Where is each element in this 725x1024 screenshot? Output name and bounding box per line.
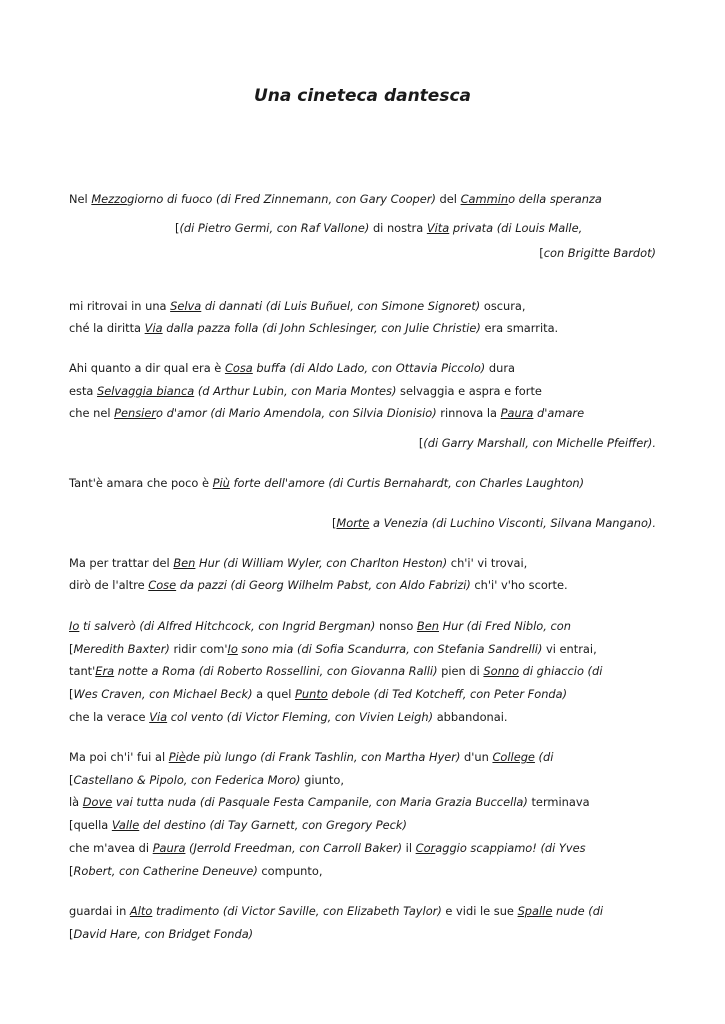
verse-text: terminava: [527, 795, 590, 809]
underlined-word: Selvaggia bianca: [97, 384, 195, 398]
underlined-word: Via: [144, 321, 163, 335]
film-reference: Hur (di William Wyler, con Charlton Heston): [195, 556, 448, 570]
film-reference: di dannati (di Luis Buñuel, con Simone Signoret): [201, 299, 481, 313]
verse-text: e vidi le sue: [441, 904, 518, 918]
verse-text: esta: [69, 384, 98, 398]
verse-text: Ma per trattar del: [69, 556, 174, 570]
underlined-word: Ben: [173, 556, 196, 570]
film-reference: con Brigitte Bardot): [543, 246, 656, 260]
underlined-word: Io: [69, 619, 80, 633]
verse-text: rinnova la: [436, 406, 501, 420]
verse-text: che m'avea di: [69, 841, 153, 855]
underlined-word: Dove: [82, 795, 113, 809]
verse-text: pien di: [437, 664, 484, 678]
film-reference: col vento (di Victor Fleming, con Vivien Leigh): [167, 710, 434, 724]
film-reference: (di Garry Marshall, con Michelle Pfeiffer).: [423, 436, 656, 450]
film-reference: nude (di: [552, 904, 604, 918]
verse-text: guardai in: [69, 904, 130, 918]
verse-text: [: [418, 436, 424, 450]
underlined-word: Più: [212, 476, 230, 490]
underlined-word: Paura: [500, 406, 534, 420]
verse-text: compunto,: [257, 864, 323, 878]
verse-text: Ahi quanto a dir qual era è: [69, 361, 225, 375]
underlined-word: Punto: [295, 687, 328, 701]
film-reference: o della speranza: [508, 192, 602, 206]
poem-line: [69, 406, 657, 420]
underlined-word: Vita: [426, 221, 450, 235]
poem-line: [69, 192, 657, 206]
poem-line: [69, 664, 657, 678]
verse-text: dura: [485, 361, 515, 375]
poem-line: [69, 687, 657, 701]
film-reference: Castellano & Pipolo, con Federica Moro): [73, 773, 301, 787]
verse-text: [: [69, 927, 74, 941]
poem-line: [69, 818, 657, 832]
film-reference: Hur (di Fred Niblo, con: [438, 619, 571, 633]
film-reference: notte a Roma (di Roberto Rossellini, con Giovanna Ralli): [114, 664, 438, 678]
poem-line: [69, 384, 657, 398]
underlined-word: Mezzo: [91, 192, 128, 206]
verse-text: a quel: [252, 687, 296, 701]
verse-text: [: [539, 246, 544, 260]
verse-text: ch'i' vi trovai,: [447, 556, 528, 570]
poem-line: [69, 556, 657, 570]
verse-text: giunto,: [300, 773, 345, 787]
poem-line: [69, 864, 657, 878]
verse-text: abbandonai.: [433, 710, 508, 724]
underlined-word: Cose: [148, 578, 177, 592]
film-reference: dalla pazza folla (di John Schlesinger, con Julie Christie): [162, 321, 481, 335]
poem-line: [69, 361, 657, 375]
poem-line: [69, 841, 657, 855]
underlined-word: Pensier: [114, 406, 157, 420]
underlined-word: Alto: [129, 904, 153, 918]
film-reference: aggio scappiamo! (di Yves: [435, 841, 586, 855]
verse-text: [: [69, 642, 74, 656]
verse-text: d'un: [460, 750, 493, 764]
film-reference: (di: [534, 750, 554, 764]
verse-text: [: [175, 221, 180, 235]
poem-line: [69, 773, 657, 787]
verse-text: del: [435, 192, 461, 206]
verse-text: Tant'è amara che poco è: [69, 476, 213, 490]
film-reference: del destino (di Tay Garnett, con Gregory Peck): [139, 818, 407, 832]
underlined-word: Io: [227, 642, 238, 656]
film-reference: buffa (di Aldo Lado, con Ottavia Piccolo): [252, 361, 486, 375]
film-reference: debole (di Ted Kotcheff, con Peter Fonda): [327, 687, 568, 701]
underlined-word: Cammin: [460, 192, 509, 206]
film-reference: (di Pietro Germi, con Raf Vallone): [179, 221, 370, 235]
film-reference: di ghiaccio (di: [519, 664, 603, 678]
verse-text: di nostra: [369, 221, 427, 235]
film-reference: tradimento (di Victor Saville, con Elizabeth Taylor): [152, 904, 442, 918]
underlined-word: Sonno: [483, 664, 520, 678]
poem-line: [69, 710, 657, 724]
underlined-word: Via: [149, 710, 168, 724]
verse-text: là: [69, 795, 83, 809]
film-reference: David Hare, con Bridget Fonda): [73, 927, 254, 941]
underlined-word: Ben: [416, 619, 439, 633]
verse-text: Nel: [69, 192, 92, 206]
poem-line: [69, 619, 657, 633]
poem-line: [69, 642, 657, 656]
film-reference: sono mia (di Sofia Scandurra, con Stefania Sandrelli): [237, 642, 543, 656]
verse-text: [: [69, 773, 74, 787]
underlined-word: Selva: [170, 299, 202, 313]
poem-line: [175, 221, 725, 235]
verse-text: mi ritrovai in una: [69, 299, 171, 313]
film-reference: Meredith Baxter): [73, 642, 170, 656]
poem-line: [69, 578, 657, 592]
poem-line: [69, 795, 657, 809]
film-reference: forte dell'amore (di Curtis Bernahardt, con Charles Laughton): [229, 476, 585, 490]
underlined-word: Cosa: [224, 361, 253, 375]
verse-text: era smarrita.: [480, 321, 559, 335]
poem-line: [69, 904, 657, 918]
verse-text: che nel: [69, 406, 115, 420]
film-reference: Wes Craven, con Michael Beck): [73, 687, 253, 701]
verse-text: il: [402, 841, 416, 855]
verse-text: vi entrai,: [542, 642, 597, 656]
film-reference: de più lungo (di Frank Tashlin, con Martha Hyer): [185, 750, 461, 764]
poem-line: [68, 516, 656, 530]
underlined-word: Spalle: [517, 904, 553, 918]
verse-text: [quella: [69, 818, 112, 832]
film-reference: Robert, con Catherine Deneuve): [73, 864, 258, 878]
verse-text: ch'i' v'ho scorte.: [470, 578, 568, 592]
film-reference: giorno di fuoco (di Fred Zinnemann, con Gary Cooper): [127, 192, 436, 206]
film-reference: ti salverò (di Alfred Hitchcock, con Ingrid Bergman): [79, 619, 376, 633]
poem-line: [69, 299, 657, 313]
verse-text: [: [69, 687, 74, 701]
poem-line: [69, 476, 657, 490]
underlined-word: Paura: [152, 841, 186, 855]
film-reference: a Venezia (di Luchino Visconti, Silvana Mangano).: [369, 516, 656, 530]
film-reference: da pazzi (di Georg Wilhelm Pabst, con Aldo Fabrizi): [176, 578, 471, 592]
verse-text: selvaggia e aspra e forte: [396, 384, 542, 398]
verse-text: Ma poi ch'i' fui al: [69, 750, 169, 764]
verse-text: oscura,: [480, 299, 526, 313]
underlined-word: Morte: [336, 516, 370, 530]
film-reference: o d'amor (di Mario Amendola, con Silvia Dionisio): [156, 406, 437, 420]
verse-text: dirò de l'altre: [69, 578, 149, 592]
verse-text: [: [331, 516, 337, 530]
underlined-word: Valle: [111, 818, 140, 832]
film-reference: (Jerrold Freedman, con Carroll Baker): [185, 841, 403, 855]
underlined-word: Piè: [168, 750, 186, 764]
film-reference: vai tutta nuda (di Pasquale Festa Campanile, con Maria Grazia Buccella): [112, 795, 528, 809]
underlined-word: Era: [95, 664, 115, 678]
poem-line: [69, 321, 657, 335]
underlined-word: College: [492, 750, 535, 764]
verse-text: [: [69, 864, 74, 878]
verse-text: ché la diritta: [69, 321, 145, 335]
poem-line: [68, 436, 656, 450]
film-reference: d'amare: [533, 406, 585, 420]
film-reference: (d Arthur Lubin, con Maria Montes): [194, 384, 397, 398]
poem-line: [69, 927, 657, 941]
poem-line: [69, 750, 657, 764]
verse-text: nonso: [375, 619, 417, 633]
film-reference: privata (di Louis Malle,: [449, 221, 583, 235]
verse-text: ridir com': [169, 642, 228, 656]
verse-text: tant': [69, 664, 96, 678]
underlined-word: Cor: [415, 841, 436, 855]
verse-text: che la veracе: [69, 710, 150, 724]
poem-line: [68, 246, 656, 260]
page-title: Una cineteca dantesca: [253, 86, 472, 106]
